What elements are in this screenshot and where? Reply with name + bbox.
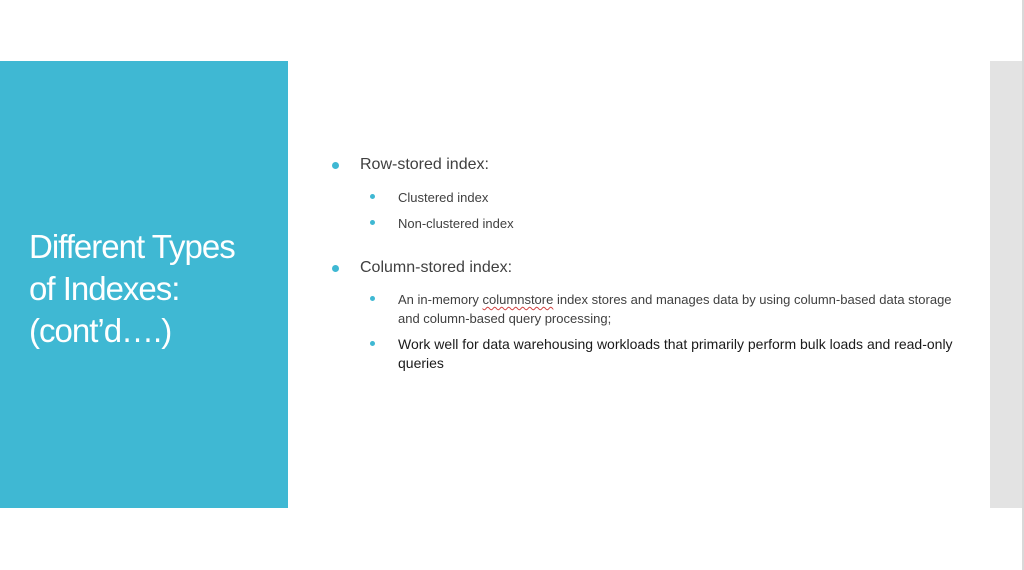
slide-title: Different Types of Indexes: (cont’d….) [29,228,235,349]
bullet-text: Column-stored index: [360,259,513,276]
bullet-text: Row-stored index: [360,156,489,173]
bullet-dot-icon [370,341,375,346]
bullet-dot-icon [370,296,375,301]
bullet-dot-icon [332,265,339,272]
sub-bullet-columnstore-description [398,290,958,328]
vertical-scrollbar[interactable] [990,61,1022,508]
bullet-column-stored [360,258,960,278]
bullet-dot-icon [332,162,339,169]
sub-bullet-text: Non-clustered index [398,216,514,231]
sub-bullet-text: Clustered index [398,190,489,205]
bullet-dot-icon [370,194,375,199]
bullet-dot-icon [370,220,375,225]
bullet-row-stored [360,155,960,175]
sub-bullet-text: Work well for data warehousing workloads that primarily perform bulk loads and read-only queries [398,336,953,371]
sub-bullet-warehousing [398,335,958,373]
spellcheck-underlined-word[interactable]: columnstore [482,292,554,307]
sub-bullet-non-clustered [398,214,958,233]
text-segment: An in-memory [398,292,483,307]
sub-bullet-clustered [398,188,958,207]
sub-bullet-text [398,290,958,328]
text-segment: index stores and manages data by using column-based data storage and column-based query processing; [398,292,952,326]
